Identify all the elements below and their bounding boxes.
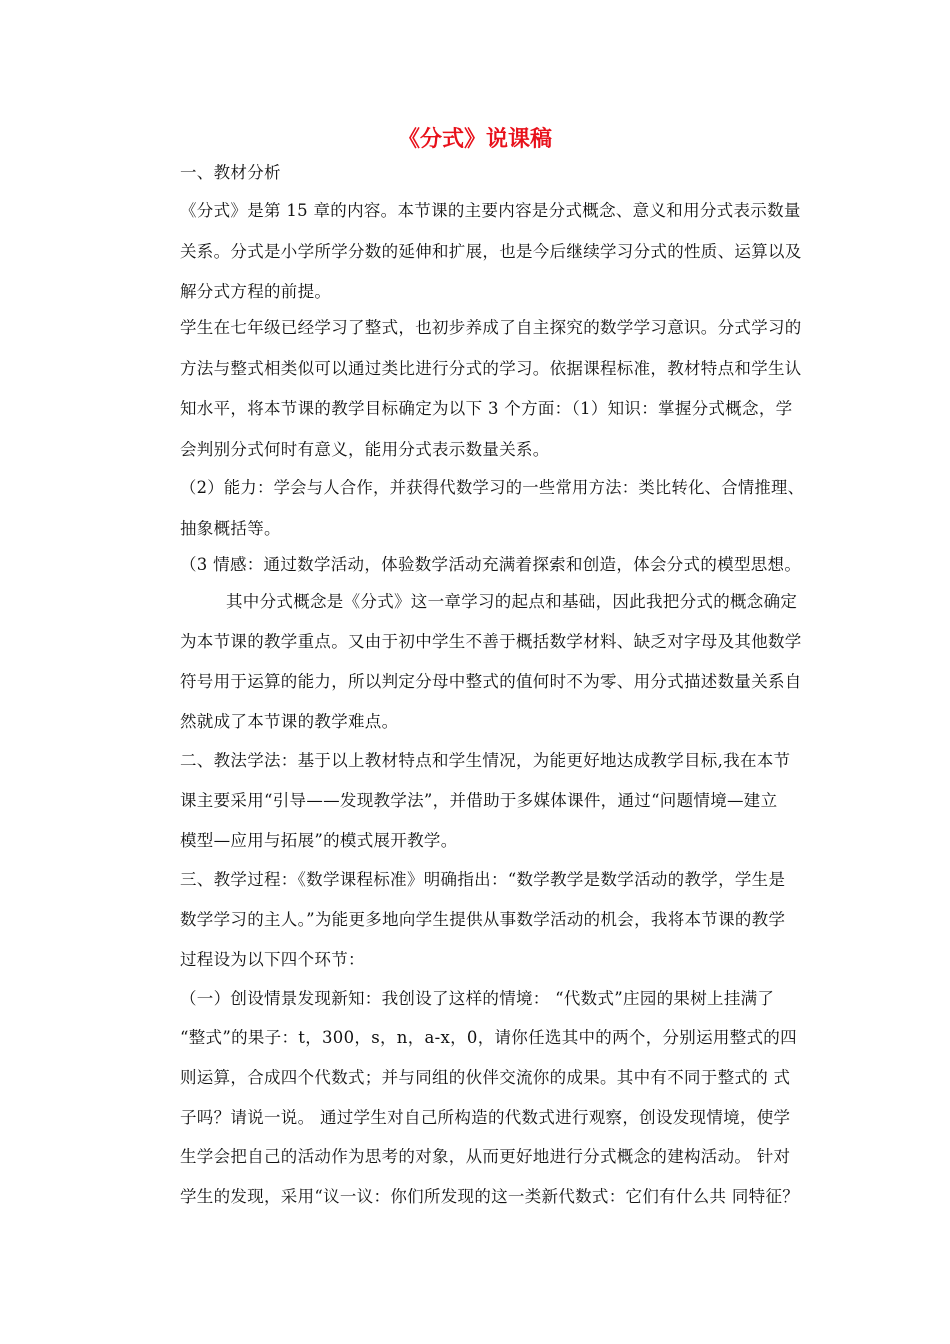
paragraph-line: 关系。分式是小学所学分数的延伸和扩展，也是今后继续学习分式的性质、运算以及 (180, 242, 802, 261)
paragraph-line: 生学会把自己的活动作为思考的对象，从而更好地进行分式概念的建构活动。 针对 (180, 1147, 791, 1166)
paragraph-line: 子吗？请说一说。 通过学生对自己所构造的代数式进行观察，创设发现情境，使学 (180, 1108, 791, 1127)
paragraph-line: 抽象概括等。 (180, 519, 281, 538)
paragraph-line: 学生的发现，采用“议一议：你们所发现的这一类新代数式：它们有什么共 同特征？ (180, 1187, 800, 1206)
paragraph-line: 其中分式概念是《分式》这一章学习的起点和基础，因此我把分式的概念确定 (226, 592, 798, 611)
paragraph-line: （2）能力：学会与人合作，并获得代数学习的一些常用方法：类比转化、合情推理、 (180, 478, 805, 497)
paragraph-line: 符号用于运算的能力，所以判定分母中整式的值何时不为零、用分式描述数量关系自 (180, 672, 802, 691)
paragraph-line: 为本节课的教学重点。又由于初中学生不善于概括数学材料、缺乏对字母及其他数学 (180, 632, 802, 651)
section-heading-3: 三、教学过程：《数学课程标准》明确指出：“数学教学是数学活动的教学，学生是 (180, 870, 786, 889)
paragraph-line: 课主要采用“引导——发现教学法”，并借助于多媒体课件，通过“问题情境—建立 (180, 791, 778, 810)
paragraph-line: 数学学习的主人。”为能更多地向学生提供从事数学活动的机会，我将本节课的教学 (180, 910, 786, 929)
paragraph-line: 知水平，将本节课的教学目标确定为以下 3 个方面：（1）知识：掌握分式概念，学 (180, 399, 793, 418)
paragraph-line: （一）创设情景发现新知：我创设了这样的情境： “代数式”庄园的果树上挂满了 (180, 989, 775, 1008)
paragraph-line: （3 情感：通过数学活动，体验数学活动充满着探索和创造，体会分式的模型思想。 (180, 555, 802, 574)
paragraph-line: 然就成了本节课的教学难点。 (180, 712, 399, 731)
paragraph-line: 《分式》是第 15 章的内容。本节课的主要内容是分式概念、意义和用分式表示数量 (180, 201, 801, 220)
document-title: 《分式》说课稿 (397, 127, 552, 152)
section-heading-1: 一、教材分析 (180, 163, 281, 182)
paragraph-line: 学生在七年级已经学习了整式，也初步养成了自主探究的数学学习意识。分式学习的 (180, 318, 802, 337)
paragraph-line: 过程设为以下四个环节： (180, 950, 365, 969)
paragraph-line: “整式”的果子：t，300，s，n，a-x，0，请你任选其中的两个，分别运用整式的四 (180, 1028, 797, 1047)
paragraph-line: 方法与整式相类似可以通过类比进行分式的学习。依据课程标准，教材特点和学生认 (180, 359, 802, 378)
paragraph-line: 模型—应用与拓展”的模式展开教学。 (180, 831, 458, 850)
paragraph-line: 解分式方程的前提。 (180, 282, 332, 301)
paragraph-line: 则运算，合成四个代数式；并与同组的伙伴交流你的成果。其中有不同于整式的 式 (180, 1068, 791, 1087)
paragraph-line: 会判别分式何时有意义，能用分式表示数量关系。 (180, 440, 550, 459)
section-heading-2: 二、教法学法：基于以上教材特点和学生情况，为能更好地达成教学目标,我在本节 (180, 751, 791, 770)
